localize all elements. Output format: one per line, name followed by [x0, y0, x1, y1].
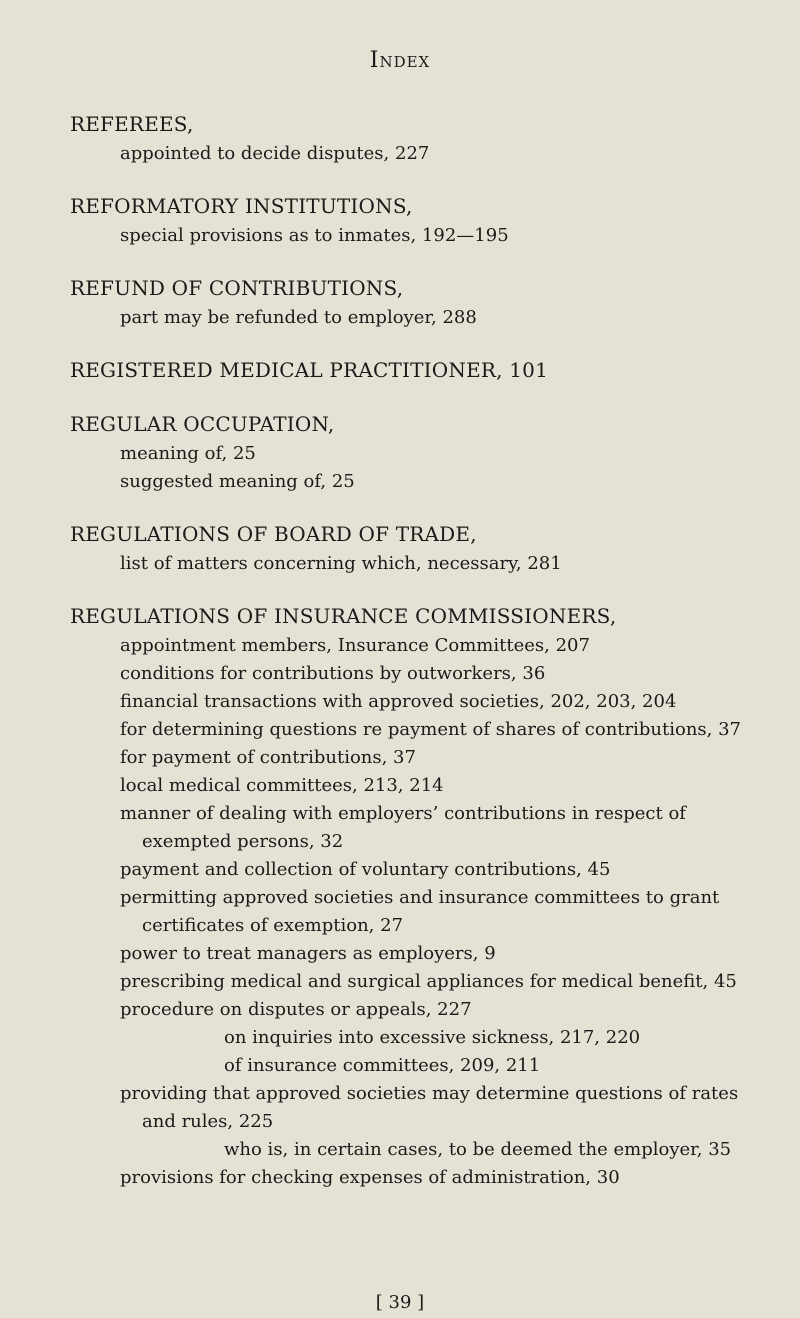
entry-subitem: local medical committees, 213, 214	[120, 775, 444, 796]
entry-subitem: conditions for contributions by outworkers, 36	[120, 663, 546, 684]
index-entry	[70, 600, 770, 1192]
entry-heading: REFORMATORY INSTITUTIONS,	[70, 194, 413, 218]
entry-heading: REGISTERED MEDICAL PRACTITIONER, 101	[70, 358, 549, 382]
entry-subitem: appointment members, Insurance Committees, 207	[120, 635, 590, 656]
entry-subitem: prescribing medical and surgical appliances for medical benefit, 45	[120, 971, 737, 992]
index-entry	[70, 354, 770, 386]
running-head: Index	[369, 48, 431, 73]
entry-subitem: part may be refunded to employer, 288	[120, 307, 477, 328]
entry-heading: REFEREES,	[70, 112, 194, 136]
entry-subitem: appointed to decide disputes, 227	[120, 143, 430, 164]
entry-subitem: suggested meaning of, 25	[120, 471, 355, 492]
entry-subitem: list of matters concerning which, necessary, 281	[120, 553, 562, 574]
index-entry	[70, 408, 770, 496]
index-entry	[70, 518, 770, 578]
entry-subitem: financial transactions with approved societies, 202, 203, 204	[120, 691, 677, 712]
entry-subitem: who is, in certain cases, to be deemed the employer, 35	[224, 1139, 732, 1160]
entry-heading: REGULAR OCCUPATION,	[70, 412, 335, 436]
entry-heading: REGULATIONS OF INSURANCE COMMISSIONERS,	[70, 604, 617, 628]
index-entry	[70, 108, 770, 168]
entry-subitem: of insurance committees, 209, 211	[224, 1055, 541, 1076]
page-number: [ 39 ]	[375, 1292, 425, 1313]
entry-subitem: procedure on disputes or appeals, 227	[120, 999, 472, 1020]
entry-subitem: special provisions as to inmates, 192—195	[120, 225, 509, 246]
entry-subitem: on inquiries into excessive sickness, 217, 220	[224, 1027, 641, 1048]
entry-subitem: power to treat managers as employers, 9	[120, 943, 496, 964]
entry-subitem: providing that approved societies may determine questions of rates and rules, 225	[120, 1083, 739, 1132]
index-entry	[70, 190, 770, 250]
index-entry	[70, 272, 770, 332]
entry-heading: REGULATIONS OF BOARD OF TRADE,	[70, 522, 477, 546]
entry-subitem: permitting approved societies and insurance committees to grant certificates of exemption, 27	[120, 887, 720, 936]
entry-subitem: provisions for checking expenses of administration, 30	[120, 1167, 620, 1188]
entry-subitem: meaning of, 25	[120, 443, 256, 464]
entry-subitem: manner of dealing with employers’ contributions in respect of exempted persons, 32	[120, 803, 686, 852]
entry-subitem: for determining questions re payment of shares of contributions, 37	[120, 719, 741, 740]
index-entries	[70, 108, 770, 1214]
entry-heading: REFUND OF CONTRIBUTIONS,	[70, 276, 404, 300]
entry-subitem: for payment of contributions, 37	[120, 747, 416, 768]
entry-subitem: payment and collection of voluntary contributions, 45	[120, 859, 611, 880]
